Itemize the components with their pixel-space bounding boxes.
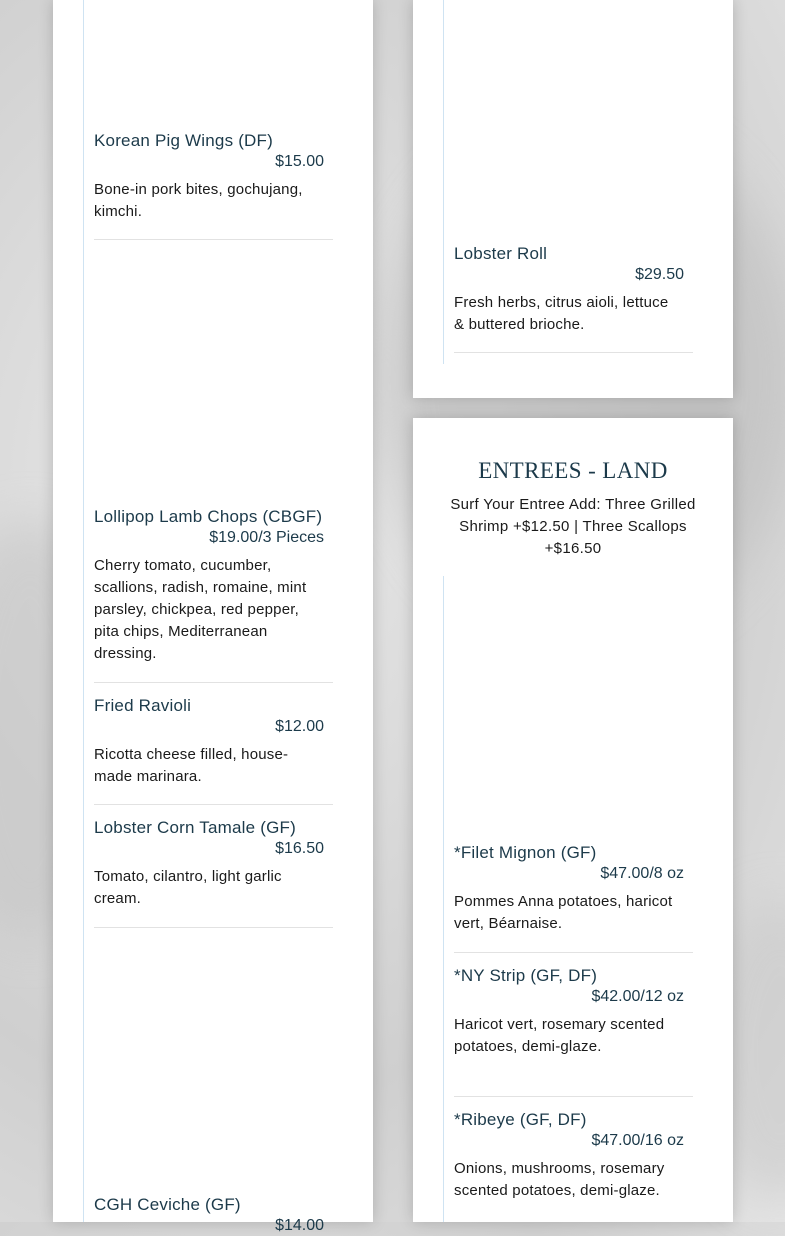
menu-item-price: $15.00: [275, 153, 324, 170]
menu-item-price: $14.00: [275, 1217, 324, 1234]
menu-item: [94, 696, 334, 788]
menu-item-name: Lollipop Lamb Chops (CBGF): [94, 507, 323, 526]
menu-item-description: Ricotta cheese filled, house-made marinara.: [94, 746, 289, 785]
divider: [454, 1096, 693, 1097]
menu-item-price: $42.00/12 oz: [591, 988, 684, 1005]
menu-item-name: *Ribeye (GF, DF): [454, 1110, 587, 1129]
menu-item: [94, 818, 334, 910]
menu-item: [454, 1110, 694, 1202]
divider: [454, 352, 693, 353]
menu-item-price: $16.50: [275, 840, 324, 857]
menu-card-left: [53, 0, 373, 1234]
menu-item-price: $47.00/16 oz: [591, 1132, 684, 1149]
menu-column-entrees: [443, 576, 734, 1222]
menu-item: [454, 966, 694, 1058]
menu-item: [94, 131, 334, 223]
menu-card-right-top: [413, 0, 733, 398]
menu-item-description: Pommes Anna potatoes, haricot vert, Béarnaise.: [454, 893, 673, 932]
section-note: Surf Your Entree Add: Three Grilled Shrimp +$12.50 | Three Scallops +$16.50: [450, 496, 696, 557]
divider: [94, 927, 333, 928]
menu-item-price: $12.00: [275, 718, 324, 735]
menu-item-name: Lobster Corn Tamale (GF): [94, 818, 296, 837]
divider: [94, 239, 333, 240]
menu-item-description: Tomato, cilantro, light garlic cream.: [94, 868, 282, 907]
menu-card-entrees-land: [413, 418, 733, 1222]
menu-item-description: Haricot vert, rosemary scented potatoes, demi-glaze.: [454, 1016, 665, 1055]
menu-item: [454, 244, 694, 336]
menu-item: [94, 1195, 334, 1236]
menu-item-name: Fried Ravioli: [94, 696, 192, 715]
menu-item-name: CGH Ceviche (GF): [94, 1195, 241, 1214]
divider: [94, 682, 333, 683]
section-title: ENTREES - LAND: [478, 458, 668, 483]
menu-item: [454, 843, 694, 935]
menu-item-name: *Filet Mignon (GF): [454, 843, 597, 862]
menu-item-price: $19.00/3 Pieces: [209, 529, 324, 546]
menu-column-right-top: [443, 0, 734, 364]
menu-item-description: Onions, mushrooms, rosemary scented potatoes, demi-glaze.: [454, 1160, 665, 1199]
menu-item-description: Cherry tomato, cucumber, scallions, radish, romaine, mint parsley, chickpea, red pepper, pita chips, Mediterranean dressing.: [94, 557, 307, 662]
menu-item-price: $47.00/8 oz: [600, 865, 684, 882]
menu-item-name: Lobster Roll: [454, 244, 548, 263]
menu-item-name: Korean Pig Wings (DF): [94, 131, 273, 150]
menu-item-description: Fresh herbs, citrus aioli, lettuce & buttered brioche.: [454, 294, 669, 333]
divider: [454, 952, 693, 953]
menu-item: [94, 507, 334, 665]
menu-item-price: $29.50: [635, 266, 684, 283]
menu-item-description: Bone-in pork bites, gochujang, kimchi.: [94, 181, 303, 220]
menu-item-name: *NY Strip (GF, DF): [454, 966, 598, 985]
divider: [94, 804, 333, 805]
menu-column-left: [83, 0, 374, 1234]
